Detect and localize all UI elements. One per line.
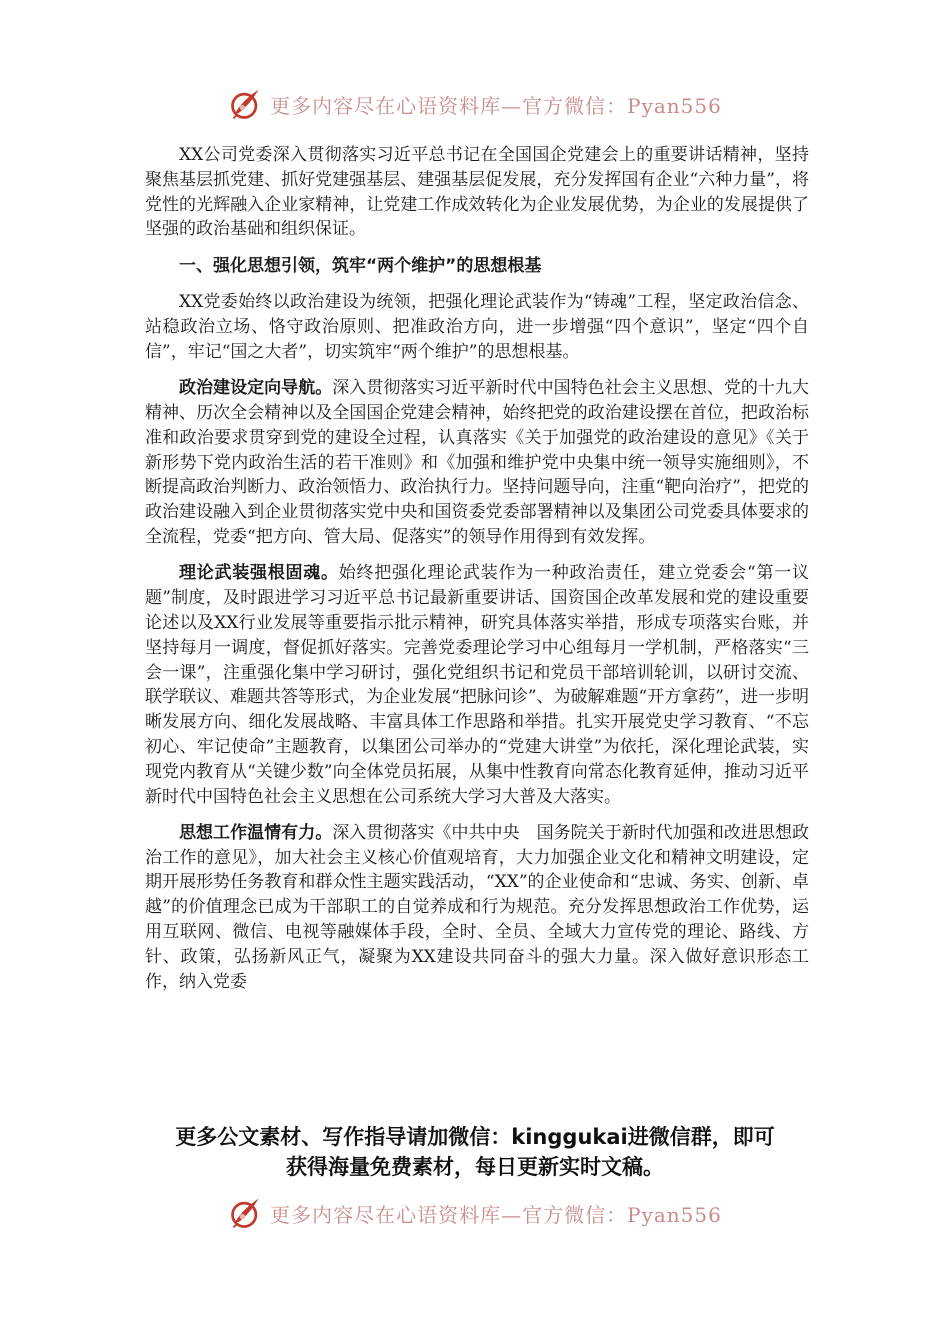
watermark-header [0, 84, 950, 124]
theory-paragraph [145, 561, 809, 809]
promo-notice [100, 1122, 850, 1182]
paragraph-lead: 思想工作温情有力。 [179, 822, 333, 843]
paragraph-lead: 政治建设定向导航。 [179, 378, 333, 399]
section-heading: 一、强化思想引领，筑牢“两个维护”的思想根基 [179, 255, 542, 276]
watermark-footer [0, 1193, 950, 1233]
intro-paragraph: XX公司党委深入贯彻落实习近平总书记在全国国企党建会上的重要讲话精神，坚持聚焦基层抓党建、抓好党建强基层、建强基层促发展，充分发挥国有企业“六种力量”，将党性的光辉融入企业家精神，让党建工作成效转化为企业发展优势，为企业的发展提供了坚强的政治基础和组织保证。 [145, 145, 809, 240]
paragraph-body: 始终把强化理论武装作为一种政治责任，建立党委会“第一议题”制度，及时跟进学习习近平总书记最新重要讲话、国资国企改革发展和党的建设重要论述以及XX行业发展等重要指示批示精神，研究具体落实举措，形成专项落实台账，并坚持每月一调度，督促抓好落实。完善党委理论学习中心组每月一学机制，严格落实“三会一课”，注重强化集中学习研讨，强化党组织书记和党员干部培训轮训，以研讨交流、联学联议、难题共答等形式，为企业发展“把脉问诊”、为破解难题“开方拿药”，进一步明晰发展方向、细化发展战略、丰富具体工作思路和举措。扎实开展党史学习教育、“不忘初心、牢记使命”主题教育，以集团公司举办的“党建大讲堂”为依托，深化理论武装，实现党内教育从“关键少数”向全体党员拓展，从集中性教育向常态化教育延伸，推动习近平新时代中国特色社会主义思想在公司系统大学习大普及大落实。 [145, 563, 809, 807]
promo-line-1: 更多公文素材、写作指导请加微信：kinggukai进微信群，即可 [175, 1125, 775, 1149]
section-summary-paragraph: XX党委始终以政治建设为统领，把强化理论武装作为“铸魂”工程，坚定政治信念、站稳政治立场、恪守政治原则、把准政治方向，进一步增强“四个意识”，坚定“四个自信”，牢记“国之大者”，切实筑牢“两个维护”的思想根基。 [145, 292, 809, 362]
paragraph-body: 深入贯彻落实习近平新时代中国特色社会主义思想、党的十九大精神、历次全会精神以及全国国企党建会精神，始终把党的政治建设摆在首位，把政治标准和政治要求贯穿到党的建设全过程，认真落实《关于加强党的政治建设的意见》《关于新形势下党内政治生活的若干准则》和《加强和维护党中央集中统一领导实施细则》，不断提高政治判断力、政治领悟力、政治执行力。坚持问题导向，注重“靶向治疗”，把党的政治建设融入到企业贯彻落实党中央和国资委党委部署精神以及集团公司党委具体要求的全流程，党委“把方向、管大局、促落实”的领导作用得到有效发挥。 [145, 378, 809, 547]
quill-logo-icon [228, 86, 264, 122]
promo-line-2: 获得海量免费素材，每日更新实时文稿。 [286, 1155, 664, 1179]
ideological-work-paragraph [145, 821, 809, 995]
paragraph-body: 深入贯彻落实《中共中央 国务院关于新时代加强和改进思想政治工作的意见》，加大社会主义核心价值观培育，大力加强企业文化和精神文明建设，定期开展形势任务教育和群众性主题实践活动，“XX”的企业使命和“忠诚、务实、创新、卓越”的价值理念已成为干部职工的自觉养成和行为规范。充分发挥思想政治工作优势，运用互联网、微信、电视等融媒体手段，全时、全员、全域大力宣传党的理论、路线、方针、政策，弘扬新风正气，凝聚为XX建设共同奋斗的强大力量。深入做好意识形态工作，纳入党委 [145, 822, 809, 992]
watermark-text: 更多内容尽在心语资料库—官方微信：Pyan556 [270, 1202, 722, 1227]
political-building-paragraph [145, 376, 809, 550]
paragraph-lead: 理论武装强根固魂。 [179, 563, 339, 584]
quill-logo-icon [228, 1195, 264, 1231]
watermark-text: 更多内容尽在心语资料库—官方微信：Pyan556 [270, 93, 722, 118]
document-body [145, 143, 809, 1006]
